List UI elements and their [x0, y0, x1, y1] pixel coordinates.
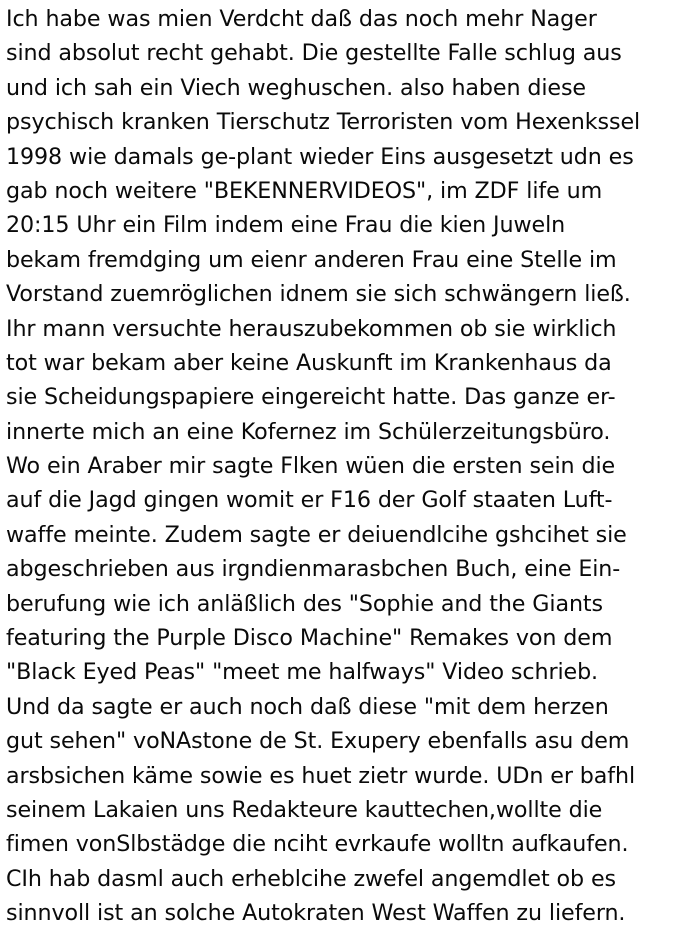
text-line-25: fimen vonSlbstädge die nciht evrkaufe wolltn aufkaufen.	[6, 831, 629, 858]
text-line-17: abgeschrieben aus irgndienmarasbchen Buch, eine Ein-	[6, 556, 621, 583]
text-line-14: Wo ein Araber mir sagte Flken wüen die ersten sein die	[6, 453, 616, 480]
text-line-11: tot war bekam aber keine Auskunft im Krankenhaus da	[6, 349, 612, 376]
text-line-20: "Black Eyed Peas" "meet me halfways" Video schrieb.	[6, 659, 599, 686]
text-line-22: gut sehen" voNAstone de St. Exupery ebenfalls asu dem	[6, 728, 630, 755]
text-line-8: bekam fremdging um eienr anderen Frau eine Stelle im	[6, 246, 617, 273]
text-line-19: featuring the Purple Disco Machine" Remakes von dem	[6, 625, 613, 652]
text-line-2: sind absolut recht gehabt. Die gestellte Falle schlug aus	[6, 40, 622, 67]
text-line-10: Ihr mann versuchte herauszubekommen ob sie wirklich	[6, 315, 617, 342]
text-line-21: Und da sagte er auch noch daß diese "mit dem herzen	[6, 693, 609, 720]
text-line-3: und ich sah ein Viech weghuschen. also haben diese	[6, 74, 586, 101]
text-line-1: Ich habe was mien Verdcht daß das noch mehr Nager	[6, 6, 597, 32]
text-line-4: psychisch kranken Tierschutz Terroristen vom Hexenkssel	[6, 109, 641, 136]
text-line-24: seinem Lakaien uns Redakteure kauttechen,wollte die	[6, 796, 603, 823]
text-line-7: 20:15 Uhr ein Film indem eine Frau die kien Juweln	[6, 212, 566, 239]
text-line-16: waffe meinte. Zudem sagte er deiuendlcihe gshcihet sie	[6, 521, 627, 548]
text-line-9: Vorstand zuemröglichen idnem sie sich schwängern ließ.	[6, 281, 631, 308]
text-line-5: 1998 wie damals ge-plant wieder Eins ausgesetzt udn es	[6, 143, 634, 170]
text-line-18: berufung wie ich anläßlich des "Sophie and the Giants	[6, 590, 603, 617]
text-line-27: sinnvoll ist an solche Autokraten West Waffen zu liefern.	[6, 900, 626, 927]
text-line-13: innerte mich an eine Kofernez im Schülerzeitungsbüro.	[6, 418, 611, 445]
text-line-15: auf die Jagd gingen womit er F16 der Golf staaten Luft-	[6, 487, 613, 514]
text-line-6: gab noch weitere "BEKENNERVIDEOS", im ZDF life um	[6, 177, 603, 204]
body-text	[6, 2, 682, 931]
text-line-26: CIh hab dasml auch erheblcihe zwefel angemdlet ob es	[6, 865, 616, 892]
text-line-23: arsbsichen käme sowie es huet zietr wurde. UDn er bafhl	[6, 762, 636, 789]
text-line-12: sie Scheidungspapiere eingereicht hatte. Das ganze er-	[6, 384, 616, 411]
